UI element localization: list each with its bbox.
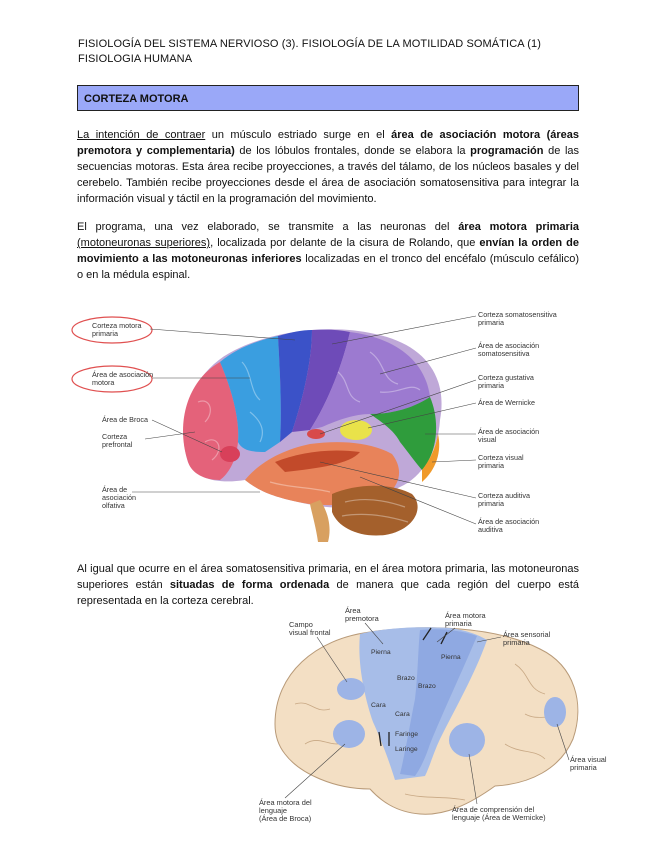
cerebellum — [332, 486, 418, 536]
document-header — [78, 37, 541, 67]
label-prefrontal: Corteza — [102, 432, 128, 441]
label-corteza-motora-2: primaria — [92, 329, 118, 338]
label-prefrontal-2: prefrontal — [102, 440, 133, 449]
label-broca-2: Área motora del — [259, 798, 312, 807]
p2-span-1: El programa, una vez elaborado, se transmite a las neuronas del — [77, 221, 459, 233]
p1-span-4: de los lóbulos frontales, donde se elabora la — [234, 145, 471, 157]
label-premotora: Área — [345, 606, 361, 615]
frontal-eye-field — [337, 678, 365, 700]
p2-span-4: , localizada por delante de la cisura de Rolando, que — [210, 237, 480, 249]
bodypart-faringe: Faringe — [395, 731, 419, 738]
leader-line — [332, 316, 476, 344]
label-broca-4: (Área de Broca) — [259, 814, 312, 823]
leader-line — [432, 460, 476, 462]
label-visual-primaria-2: primaria — [478, 461, 504, 470]
bodypart-pierna-2: Pierna — [441, 654, 461, 661]
paragraph-3 — [77, 561, 579, 609]
label-visual-primaria-3: primaria — [570, 763, 597, 772]
bodypart-cara-1: Cara — [371, 702, 386, 709]
p1-span-3: área de asociación motora (áreas premotora y complementaria) — [77, 129, 579, 157]
label-somatosensitiva: Corteza somatosensitiva — [478, 310, 557, 319]
wernicke-area — [449, 723, 485, 757]
p2-span-2: área motora primaria — [458, 221, 580, 233]
p1-span-6: de las secuencias motoras. Esta área recibe proyecciones, a través del tálamo, de los núcleos basales y del cerebelo. También recibe proyecciones desde el área de asociación somatosensitiva para integrar la información visual y táctil en la programación del movimiento. — [77, 145, 579, 205]
p1-span-1: La intención de contraer — [77, 129, 206, 141]
header-line-1: FISIOLOGÍA DEL SISTEMA NERVIOSO (3). FISIOLOGÍA DE LA MOTILIDAD SOMÁTICA (1) — [78, 38, 541, 50]
leader-line — [150, 329, 295, 340]
brain-outline-2 — [275, 627, 578, 814]
label-sensorial-primaria: Área sensorial — [503, 630, 551, 639]
paragraph-1 — [77, 127, 579, 207]
label-asoc-auditiva: Área de asociación — [478, 517, 540, 526]
bodypart-cara-2: Cara — [395, 711, 410, 718]
gustatory-region — [307, 429, 325, 439]
p3-span-1: Al igual que ocurre en el área somatosensitiva primaria, en el área motora primaria, las motoneuronas superiores están — [77, 563, 579, 591]
label-olfativa-3: olfativa — [102, 501, 125, 510]
label-campo-visual-2: visual frontal — [289, 628, 331, 637]
label-asoc-auditiva-2: auditiva — [478, 525, 503, 534]
p3-span-3: de manera que cada región del cuerpo está representada en la corteza cerebral. — [77, 579, 579, 607]
label-sensorial-primaria-2: primaria — [503, 638, 530, 647]
p1-span-5: programación — [470, 145, 544, 157]
label-motora-primaria-2: primaria — [445, 619, 472, 628]
label-auditiva-2: primaria — [478, 499, 504, 508]
p3-span-2: situadas de forma ordenada — [169, 579, 330, 591]
p1-span-2: un músculo estriado surge en el — [205, 129, 392, 141]
section-title-box — [77, 85, 579, 111]
label-olfativa-2: asociación — [102, 493, 136, 502]
label-wernicke: Área de Wernicke — [478, 398, 535, 407]
label-corteza-motora: Corteza motora — [92, 321, 142, 330]
header-line-2: FISIOLOGIA HUMANA — [78, 53, 193, 65]
label-broca-3: lenguaje — [259, 806, 287, 815]
label-asoc-visual: Área de asociación — [478, 427, 540, 436]
p2-span-6: localizadas en el tronco del encéfalo (músculo cefálico) o en la médula espinal. — [77, 253, 579, 281]
label-asoc-somato: Área de asociación — [478, 341, 540, 350]
visual-area — [544, 697, 566, 727]
p2-span-5: envían la orden de movimiento a las motoneuronas inferiores — [77, 237, 579, 265]
section-title: CORTEZA MOTORA — [84, 93, 189, 105]
brain-areas-figure — [70, 302, 580, 547]
label-broca: Área de Broca — [102, 415, 148, 424]
label-area-asoc-motora-2: motora — [92, 378, 115, 387]
label-olfativa: Área de — [102, 485, 128, 494]
label-visual-primaria-2: Área visual — [570, 755, 607, 764]
label-premotora-2: premotora — [345, 614, 379, 623]
label-wernicke-2: Área de comprensión del — [452, 805, 535, 814]
label-campo-visual: Campo — [289, 620, 313, 629]
label-auditiva: Corteza auditiva — [478, 491, 530, 500]
label-gustativa-2: primaria — [478, 381, 504, 390]
label-somatosensitiva-2: primaria — [478, 318, 504, 327]
label-asoc-somato-2: somatosensitiva — [478, 349, 530, 358]
label-gustativa: Corteza gustativa — [478, 373, 534, 382]
label-visual-primaria: Corteza visual — [478, 453, 524, 462]
bodypart-brazo-2: Brazo — [418, 683, 436, 690]
bodypart-laringe: Laringe — [395, 746, 418, 753]
paragraph-2 — [77, 219, 579, 283]
label-wernicke-3: lenguaje (Área de Wernicke) — [452, 813, 546, 822]
bodypart-pierna-1: Pierna — [371, 649, 391, 656]
broca-area — [333, 720, 365, 748]
label-motora-primaria: Área motora — [445, 611, 486, 620]
motor-map-figure — [255, 604, 615, 834]
label-asoc-visual-2: visual — [478, 435, 497, 444]
broca-region — [220, 446, 240, 462]
brain-illustration — [183, 329, 442, 542]
p2-span-3: (motoneuronas superiores) — [77, 237, 211, 249]
bodypart-brazo-1: Brazo — [397, 675, 415, 682]
label-area-asoc-motora: Área de asociación — [92, 370, 154, 379]
wernicke-region — [340, 420, 372, 440]
